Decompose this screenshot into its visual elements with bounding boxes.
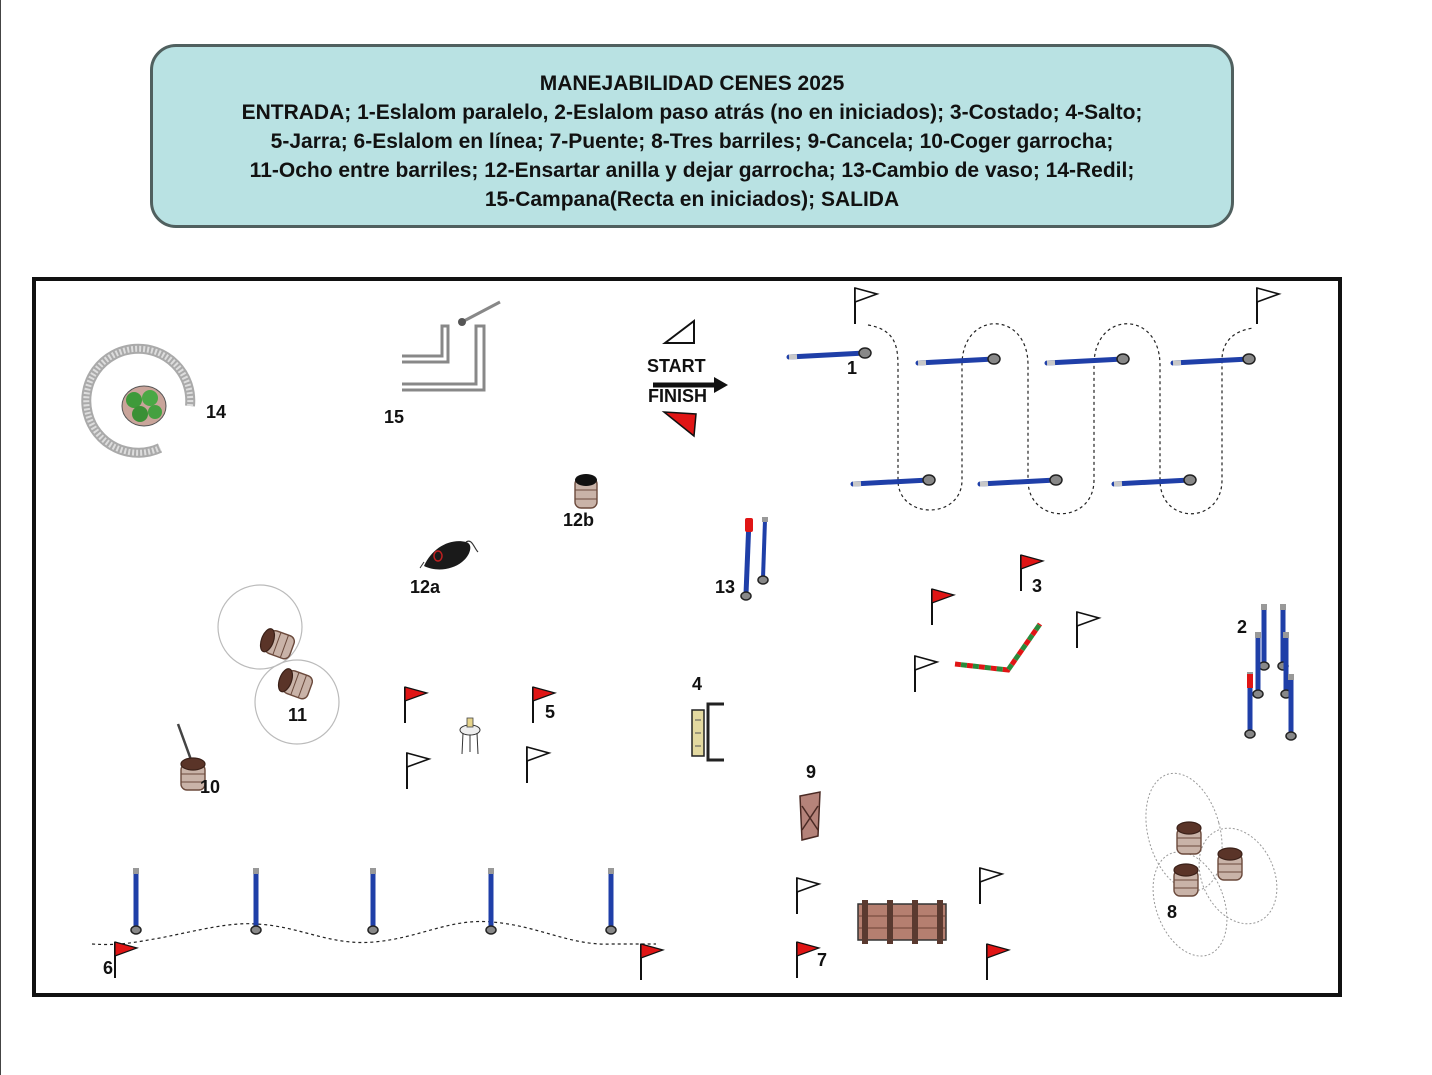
start-label: START: [647, 356, 706, 376]
course-title: MANEJABILIDAD CENES 2025: [539, 72, 845, 95]
obstacle-list-line-4: 15-Campana(Recta en iniciados); SALIDA: [484, 188, 900, 211]
obstacle-8-three-barrels: [1134, 765, 1292, 967]
obstacle-list-line-1: ENTRADA; 1-Eslalom paralelo, 2-Eslalom paso atrás (no en iniciados); 3-Costado; 4-Salto;: [241, 101, 1143, 124]
obstacle-11-figure-eight: [218, 585, 339, 744]
obstacle-1-label: 1: [847, 358, 858, 378]
obstacle-6-inline-slalom: [92, 868, 663, 980]
obstacle-9-gate: [800, 762, 820, 840]
obstacle-7-label: 7: [817, 950, 828, 970]
obstacle-15-bell: [384, 302, 500, 427]
obstacle-2-label: 2: [1237, 617, 1248, 637]
obstacle-12b-label: 12b: [563, 510, 595, 530]
obstacle-14-pen: [86, 349, 226, 453]
obstacle-13-label: 13: [715, 577, 736, 597]
obstacle-7-bridge: [797, 868, 1009, 980]
obstacle-10-pick-pole: [178, 724, 220, 797]
obstacle-5-label: 5: [545, 702, 556, 722]
obstacle-12b-barrel: [563, 474, 597, 530]
obstacle-3-sideways: [915, 555, 1099, 692]
obstacle-11-label: 11: [288, 705, 308, 725]
obstacle-list-line-2: 5-Jarra; 6-Eslalom en línea; 7-Puente; 8-Tres barriles; 9-Cancela; 10-Coger garrocha;: [270, 130, 1114, 153]
obstacle-6-label: 6: [103, 958, 114, 978]
obstacle-1-parallel-slalom: [789, 288, 1279, 514]
obstacle-12a-bull-ring: [410, 541, 478, 597]
obstacle-list-line-3: 11-Ocho entre barriles; 12-Ensartar anilla y dejar garrocha; 13-Cambio de vaso; 14-Redil;: [249, 159, 1135, 182]
obstacle-4-label: 4: [692, 674, 703, 694]
obstacle-4-jump: [692, 674, 724, 760]
obstacle-5-jug: [405, 687, 555, 789]
obstacle-13-glass-change: [715, 517, 768, 600]
finish-label: FINISH: [648, 386, 708, 406]
obstacle-8-label: 8: [1167, 902, 1178, 922]
obstacle-14-label: 14: [206, 402, 227, 422]
obstacle-3-label: 3: [1032, 576, 1043, 596]
start-finish-marker: [647, 321, 728, 436]
obstacle-15-label: 15: [384, 407, 405, 427]
obstacle-12a-label: 12a: [410, 577, 441, 597]
obstacle-9-label: 9: [806, 762, 817, 782]
obstacle-10-label: 10: [200, 777, 221, 797]
obstacle-2-backward-slalom: [1237, 604, 1296, 740]
